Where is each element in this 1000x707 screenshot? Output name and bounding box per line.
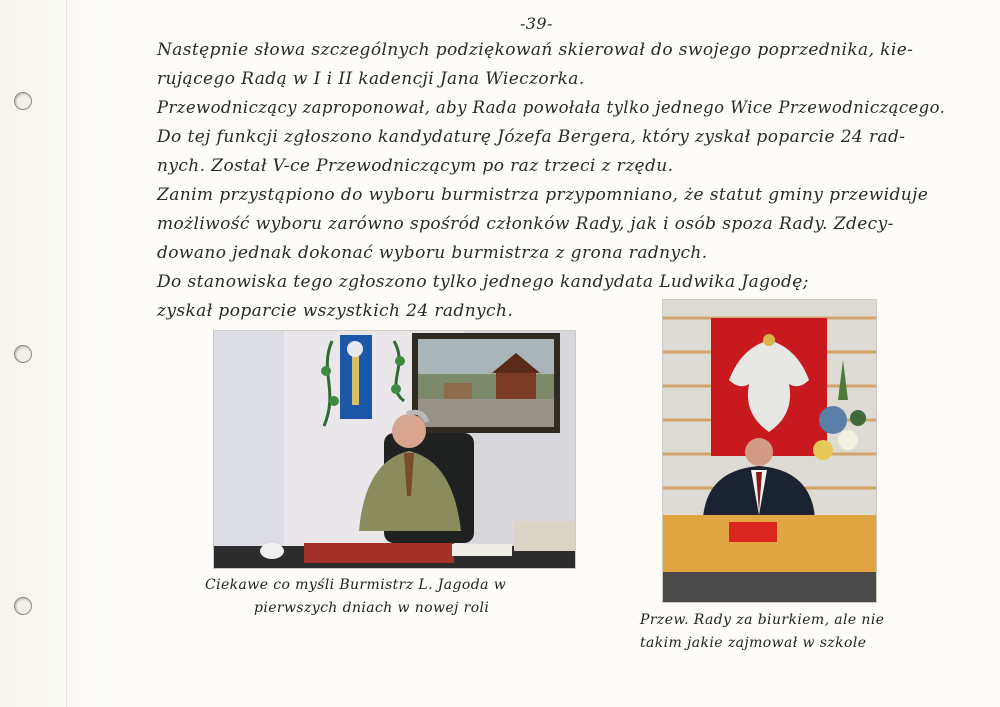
- text-line: Przewodniczący zaproponował, aby Rada powołała tylko jednego Wice Przewodniczącego.: [157, 98, 946, 117]
- photo-mayor: [213, 330, 576, 569]
- photo-council-chairman-image: [663, 300, 876, 602]
- text-line: Do stanowiska tego zgłoszono tylko jednego kandydata Ludwika Jagodę;: [157, 272, 809, 292]
- text-line: Następnie słowa szczególnych podziękowań skierował do swojego poprzednika, kie-: [157, 40, 914, 60]
- photo-mayor-image: [214, 331, 575, 568]
- binder-hole: [14, 597, 32, 615]
- page-number: -39-: [520, 14, 553, 33]
- text-line: nych. Został V-ce Przewodniczącym po raz trzeci z rzędu.: [157, 156, 674, 176]
- text-line: Zanim przystąpiono do wyboru burmistrza przypomniano, że statut gminy przewiduje: [157, 185, 929, 205]
- text-line: możliwość wyboru zarówno spośród członków Rady, jak i osób spoza Rady. Zdecy-: [157, 214, 894, 234]
- binder-hole: [14, 345, 32, 363]
- text-line: dowano jednak dokonać wyboru burmistrza z grona radnych.: [157, 243, 708, 263]
- text-line: zyskał poparcie wszystkich 24 radnych.: [157, 301, 514, 321]
- text-line: rującego Radą w I i II kadencji Jana Wieczorka.: [157, 69, 585, 89]
- photo-chairman-caption-line: Przew. Rady za biurkiem, ale nie: [640, 612, 885, 628]
- margin-line: [66, 0, 67, 707]
- photo-chairman-caption-line: takim jakie zajmował w szkole: [640, 635, 867, 651]
- photo-mayor-caption-line: Ciekawe co myśli Burmistrz L. Jagoda w: [205, 577, 507, 593]
- binder-hole: [14, 92, 32, 110]
- text-line: Do tej funkcji zgłoszono kandydaturę Józefa Bergera, który zyskał poparcie 24 rad-: [157, 127, 906, 147]
- photo-council-chairman: [662, 299, 877, 603]
- photo-mayor-caption-line: pierwszych dniach w nowej roli: [254, 600, 490, 616]
